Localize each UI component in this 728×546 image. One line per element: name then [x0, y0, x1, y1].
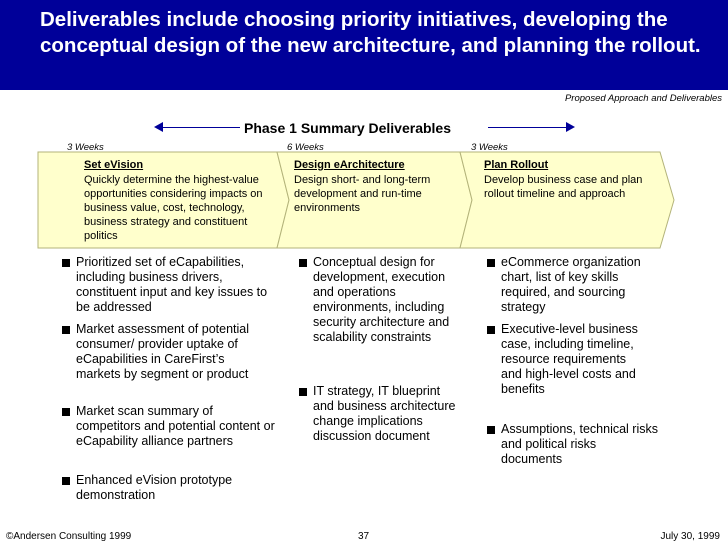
stage-2-description: Design short- and long-term development and run-time environments [294, 174, 431, 214]
stage-1-title: Set eVision [84, 159, 144, 171]
bullet-square-icon [62, 326, 70, 334]
bullet-square-icon [299, 259, 307, 267]
page-number: 37 [358, 531, 370, 542]
phase-label: Phase 1 Summary Deliverables [244, 120, 452, 136]
slide-title: Deliverables include choosing priority initiatives, developing the conceptual design of the new architecture, and planning the rollout. [40, 8, 701, 57]
bullet-square-icon [487, 326, 495, 334]
stage-3-description: Develop business case and plan rollout timeline and approach [484, 174, 643, 200]
stage-2-title: Design eArchitecture [294, 159, 405, 171]
footer-date: July 30, 1999 [660, 531, 720, 542]
stage-1-weeks: 3 Weeks [67, 142, 104, 153]
bullet-square-icon [62, 259, 70, 267]
stage-3-title: Plan Rollout [484, 159, 549, 171]
bullet-square-icon [487, 426, 495, 434]
bullet-square-icon [487, 259, 495, 267]
stage-2-weeks: 6 Weeks [287, 142, 324, 153]
bullet-square-icon [62, 477, 70, 485]
stage-1-description: Quickly determine the highest-value opportunities considering impacts on business value, cost, technology, business strategy and constituent politics [84, 174, 263, 242]
section-tag: Proposed Approach and Deliverables [564, 93, 722, 104]
bullet-square-icon [62, 408, 70, 416]
footer-copyright: ©Andersen Consulting 1999 [6, 531, 132, 542]
bullet-square-icon [299, 388, 307, 396]
stage-3-weeks: 3 Weeks [471, 142, 508, 153]
